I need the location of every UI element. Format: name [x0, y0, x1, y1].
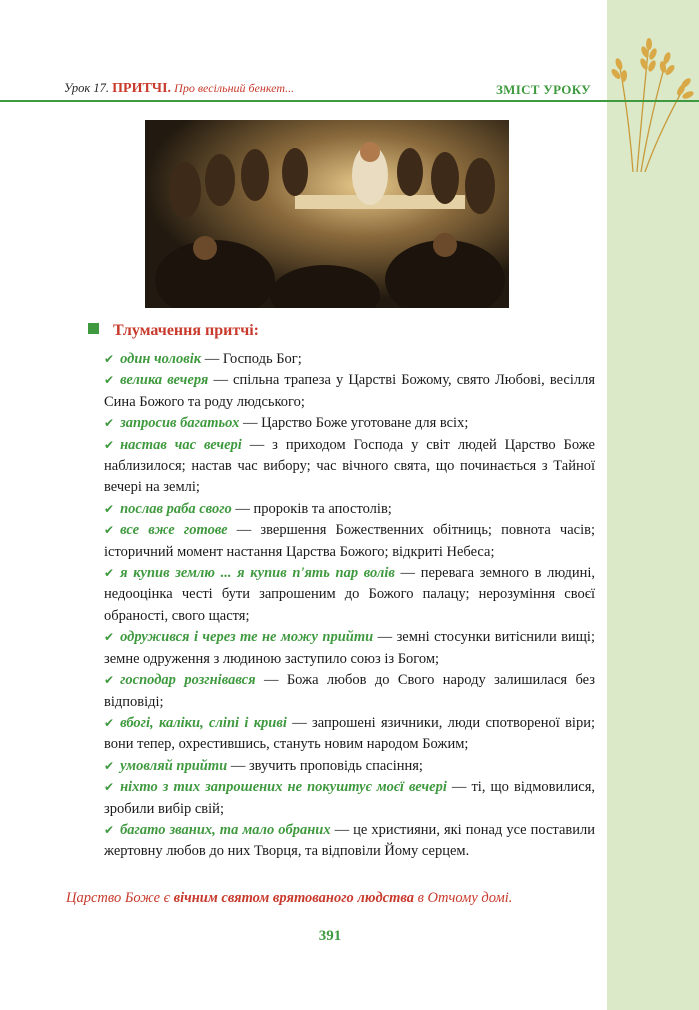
checkmark-icon: ✔ — [104, 566, 115, 581]
checkmark-icon: ✔ — [104, 501, 115, 516]
lesson-number: Урок 17. — [64, 81, 110, 95]
checkmark-icon: ✔ — [104, 780, 115, 795]
checkmark-icon: ✔ — [104, 715, 115, 730]
checkmark-icon: ✔ — [104, 352, 115, 366]
list-item: ✔ умовляй прийти — звучить проповідь спасіння; — [104, 756, 595, 777]
section-title: Тлумачення притчі: — [88, 322, 259, 340]
checkmark-icon: ✔ — [104, 437, 115, 452]
list-item: ✔ настав час вечері — з приходом Господа у світ людей Царство Боже наблизилося; настав час вибору; час вічного свята, що починається з Тайної вечері на землі; — [104, 436, 595, 496]
page-header — [64, 81, 294, 97]
list-item: ✔ багато званих, та мало обраних — це християни, які понад усе поставили жертовну любов до них Творця, та відповіли Йому серцем. — [104, 821, 595, 860]
wheat-illustration — [597, 22, 699, 172]
interpretation-list — [104, 349, 595, 863]
list-item: ✔ послав раба свого — пророків та апостолів; — [104, 499, 595, 520]
checkmark-icon: ✔ — [104, 822, 115, 837]
page-number: 391 — [318, 928, 342, 944]
lesson-subtitle: Про весільний бенкет... — [174, 81, 295, 95]
list-item: ✔ запросив багатьох — Царство Боже уготоване для всіх; — [104, 413, 595, 434]
checkmark-icon: ✔ — [104, 630, 115, 645]
list-item: ✔ один чоловік — Господь Бог; — [104, 349, 595, 370]
closing-emphasis: вічним святом врятованого людства — [173, 890, 414, 906]
list-item: ✔ ніхто з тих запрошених не покуштує моєї вечері — ті, що відмовилися, зробили вибір свій; — [104, 779, 595, 817]
list-item: ✔ велика вечеря — спільна трапеза у Царстві Божому, свято Любові, весілля Сина Божого та роду людського; — [104, 372, 595, 410]
checkmark-icon: ✔ — [104, 523, 115, 538]
list-item: ✔ я купив землю ... я купив п'ять пар волів — перевага земного в людині, недооцінка честі бути запрошеним до Божого палацу; нерозуміння своєї обраності, свого щастя; — [104, 565, 595, 624]
square-bullet-icon — [88, 323, 99, 334]
list-item: ✔ все вже готове — звершення Божественних обітниць; повнота часів; історичний момент настання Царства Божого; відкриті Небеса; — [104, 522, 595, 560]
lesson-topic: ПРИТЧІ. — [112, 81, 172, 96]
checkmark-icon: ✔ — [104, 758, 115, 773]
header-rule — [0, 100, 699, 102]
checkmark-icon: ✔ — [104, 673, 115, 688]
last-supper-painting — [145, 120, 509, 308]
list-item: ✔ одружився і через те не можу прийти — земні стосунки витіснили вищі; земне одруження з людиною заступило союз із Богом; — [104, 629, 595, 667]
checkmark-icon: ✔ — [104, 373, 115, 388]
list-item: ✔ вбогі, каліки, сліпі і криві — запрошені язичники, люди спотвореної віри; вони тепер, охрестившись, стануть новим народом Божим; — [104, 714, 596, 753]
contents-link[interactable]: ЗМІСТ УРОКУ — [496, 82, 592, 97]
closing-statement: Царство Боже є вічним святом врятованого людства в Отчому домі. — [66, 890, 513, 906]
list-item: ✔ господар розгнівався — Божа любов до Свого народу залишилася без відповіді; — [104, 672, 596, 710]
checkmark-icon: ✔ — [104, 416, 115, 431]
